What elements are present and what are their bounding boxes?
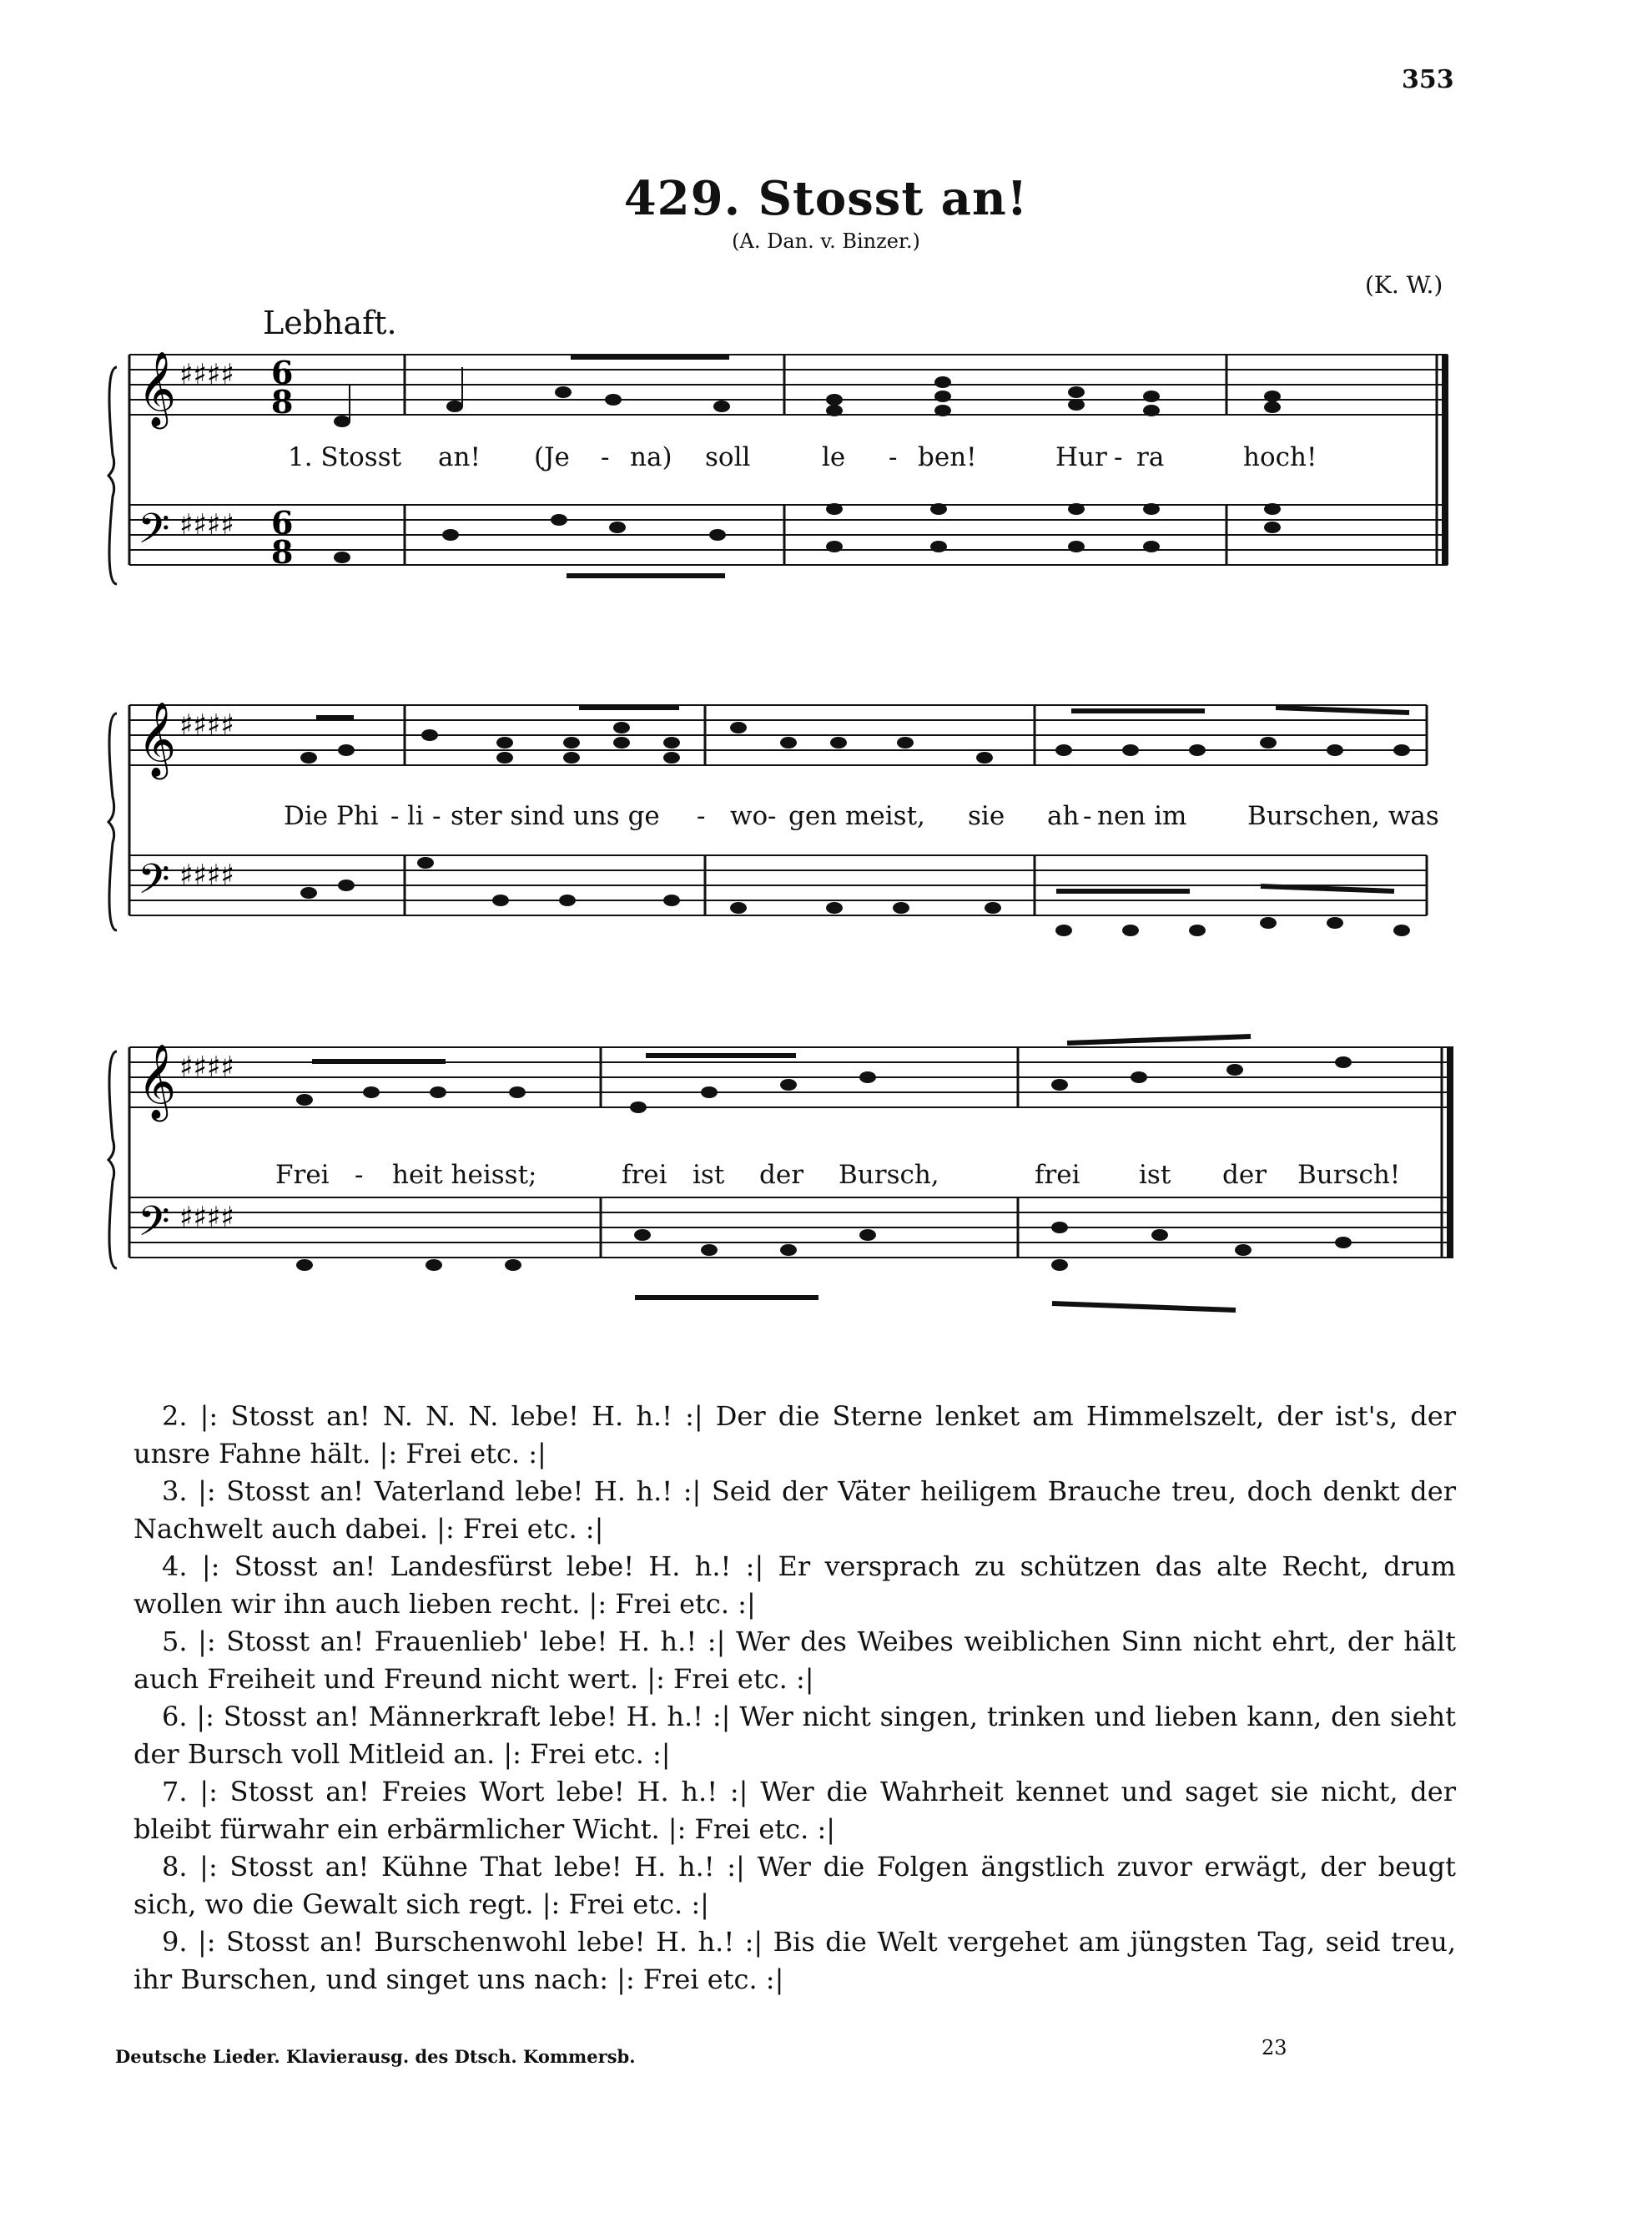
note — [563, 737, 580, 749]
note — [446, 401, 463, 412]
note — [421, 729, 438, 741]
note — [663, 895, 680, 906]
time-signature-bottom: 8 — [271, 533, 294, 571]
note — [826, 503, 843, 515]
note — [1122, 925, 1139, 936]
note — [1335, 1056, 1352, 1068]
note — [1055, 744, 1072, 756]
note — [338, 744, 355, 756]
note — [509, 1086, 526, 1098]
key-signature-sharps-icon: ♯♯♯♯ — [179, 358, 234, 391]
note — [1068, 399, 1085, 411]
note — [1264, 401, 1281, 413]
note — [426, 1259, 442, 1271]
note — [859, 1071, 876, 1083]
key-signature-sharps-icon: ♯♯♯♯ — [179, 1051, 234, 1084]
lyric-syllable: - — [889, 442, 898, 472]
lyric-syllable: Die Phi — [284, 801, 379, 831]
note — [1051, 1079, 1068, 1091]
note — [1143, 405, 1160, 416]
key-signature-sharps-icon: ♯♯♯♯ — [179, 708, 234, 742]
lyric-syllable: le — [822, 442, 846, 472]
note — [976, 752, 993, 764]
note — [1143, 503, 1160, 515]
lyric-syllable: wo — [730, 801, 768, 831]
note — [334, 552, 350, 563]
note — [300, 752, 317, 764]
lyric-syllable: - — [1114, 442, 1123, 472]
note — [492, 895, 509, 906]
note — [1131, 1071, 1147, 1083]
note — [730, 902, 747, 914]
note — [934, 405, 951, 416]
note — [551, 514, 567, 526]
note — [780, 1079, 797, 1091]
note — [985, 902, 1001, 914]
note — [701, 1086, 718, 1098]
note — [634, 1229, 651, 1241]
lyric-syllable: - — [601, 442, 610, 472]
note — [1235, 1244, 1252, 1256]
note — [780, 1244, 797, 1256]
lyric-syllable: Burschen, was — [1247, 801, 1439, 831]
lyric-syllable: der — [1222, 1160, 1267, 1190]
lyric-syllable: Hur — [1055, 442, 1107, 472]
grand-staff-brace — [108, 713, 117, 930]
note — [417, 857, 434, 869]
lyric-syllable: der — [759, 1160, 804, 1190]
bass-clef-icon: 𝄢 — [138, 505, 170, 563]
note — [296, 1094, 313, 1106]
lyric-syllable: ben! — [918, 442, 977, 472]
note — [630, 1101, 647, 1113]
note — [1143, 541, 1160, 552]
note — [897, 737, 914, 749]
lyric-syllable: - — [768, 801, 777, 831]
note — [300, 887, 317, 899]
lyric-syllable: sie — [968, 801, 1005, 831]
note — [826, 405, 843, 416]
lyric-syllable: (Je — [534, 442, 570, 472]
note — [296, 1259, 313, 1271]
note — [338, 880, 355, 891]
note — [363, 1086, 380, 1098]
lyric-syllable: ah — [1047, 801, 1080, 831]
note — [930, 541, 947, 552]
note — [1068, 541, 1085, 552]
verse-5: 5. |: Stosst an! Frauenlieb' lebe! H. h.! :| Wer des Weibes weiblichen Sinn nicht ehrt, der hält auch Freiheit und Freund nicht wert. |: Frei etc. :| — [133, 1626, 1456, 1695]
note — [701, 1244, 718, 1256]
note — [859, 1229, 876, 1241]
lyric-syllable: - — [432, 801, 441, 831]
note — [934, 376, 951, 388]
note — [713, 401, 730, 412]
lyric-syllable: soll — [705, 442, 751, 472]
beam — [1276, 708, 1409, 713]
treble-staff — [129, 355, 1448, 415]
lyric-syllable: na) — [630, 442, 672, 472]
note — [613, 737, 630, 749]
note — [826, 394, 843, 406]
note — [663, 752, 680, 764]
lyric-syllable: Bursch, — [839, 1160, 939, 1190]
key-signature-sharps-icon: ♯♯♯♯ — [179, 1201, 234, 1234]
note — [1260, 917, 1277, 929]
note — [893, 902, 909, 914]
grand-staff-brace — [108, 1051, 117, 1268]
lyric-syllable: gen meist, — [788, 801, 925, 831]
note — [1055, 925, 1072, 936]
lyric-syllable: ist — [693, 1160, 725, 1190]
bass-staff — [129, 505, 1448, 565]
note — [1335, 1237, 1352, 1248]
verse-9: 9. |: Stosst an! Burschenwohl lebe! H. h.! :| Bis die Welt vergehet am jüngsten Tag, seid treu, ihr Burschen, und singet uns nach: |: Frei etc. :| — [133, 1926, 1456, 1995]
note — [1143, 391, 1160, 402]
note — [1051, 1259, 1068, 1271]
note — [496, 737, 513, 749]
beam — [1052, 1303, 1236, 1310]
verse-7: 7. |: Stosst an! Freies Wort lebe! H. h.! :| Wer die Wahrheit kennet und saget sie nicht, der bleibt fürwahr ein erbärmlicher Wicht. |: Frei etc. :| — [133, 1776, 1456, 1845]
verse-3: 3. |: Stosst an! Vaterland lebe! H. h.! :| Seid der Väter heiligem Brauche treu, doch denkt der Nachwelt auch dabei. |: Frei etc. :| — [133, 1475, 1456, 1545]
verse-8: 8. |: Stosst an! Kühne That lebe! H. h.! :| Wer die Folgen ängstlich zuvor erwägt, der beugt sich, wo die Gewalt sich regt. |: Frei etc. :| — [133, 1851, 1456, 1920]
note — [613, 722, 630, 733]
note — [1189, 744, 1206, 756]
note — [934, 391, 951, 402]
lyric-syllable: frei — [622, 1160, 667, 1190]
verse-6: 6. |: Stosst an! Männerkraft lebe! H. h.! :| Wer nicht singen, trinken und lieben kann, den sieht der Bursch voll Mitleid an. |: Frei etc. :| — [133, 1701, 1456, 1770]
note — [1068, 503, 1085, 515]
lyric-syllable: li — [407, 801, 424, 831]
note — [1189, 925, 1206, 936]
note — [1151, 1229, 1168, 1241]
verses-block — [133, 1398, 1456, 1999]
note — [1051, 1222, 1068, 1233]
lyric-syllable: Frei — [275, 1160, 330, 1190]
note — [1226, 1064, 1243, 1076]
note — [1327, 744, 1343, 756]
note — [559, 895, 576, 906]
lyric-syllable: ist — [1139, 1160, 1171, 1190]
lyric-syllable: ster sind uns ge — [451, 801, 660, 831]
time-signature-top: 6 — [271, 504, 294, 542]
lyricist-credit: (A. Dan. v. Binzer.) — [732, 229, 920, 253]
note — [334, 416, 350, 427]
note — [730, 722, 747, 733]
time-signature-bottom: 8 — [271, 383, 294, 421]
lyric-syllable: 1. Stosst — [288, 442, 402, 472]
grand-staff-brace — [108, 367, 117, 584]
key-signature-sharps-icon: ♯♯♯♯ — [179, 508, 234, 542]
note — [1260, 737, 1277, 749]
lyric-syllable: - — [697, 801, 706, 831]
note — [826, 902, 843, 914]
lyric-syllable: - — [355, 1160, 364, 1190]
lyric-syllable: frei — [1035, 1160, 1080, 1190]
note — [1068, 386, 1085, 398]
lyric-syllable: - — [1083, 801, 1092, 831]
song-title: 429. Stosst an! — [623, 171, 1029, 226]
note — [609, 522, 626, 533]
lyric-syllable: ra — [1136, 442, 1165, 472]
footer-signature-number: 23 — [1262, 2036, 1287, 2059]
lyric-syllable: nen im — [1097, 801, 1187, 831]
verse-4: 4. |: Stosst an! Landesfürst lebe! H. h.! :| Er versprach zu schützen das alte Recht, drum wollen wir ihn auch lieben recht. |: Frei etc. :| — [133, 1550, 1456, 1620]
note — [930, 503, 947, 515]
treble-clef-icon: 𝄞 — [138, 1044, 177, 1119]
note — [780, 737, 797, 749]
footer-publication: Deutsche Lieder. Klavierausg. des Dtsch. Kommersb. — [115, 2046, 636, 2067]
page-number: 353 — [1402, 65, 1454, 94]
time-signature-top: 6 — [271, 354, 294, 391]
bass-staff — [129, 855, 1427, 915]
note — [555, 386, 572, 398]
note — [430, 1086, 446, 1098]
note — [663, 737, 680, 749]
note — [826, 541, 843, 552]
note — [1393, 744, 1410, 756]
bass-clef-icon: 𝄢 — [138, 1197, 170, 1256]
lyric-syllable: heit heisst; — [392, 1160, 537, 1190]
tempo-marking: Lebhaft. — [263, 305, 397, 341]
treble-staff — [129, 705, 1427, 765]
note — [442, 529, 459, 541]
note — [709, 529, 726, 541]
note — [505, 1259, 521, 1271]
note — [1393, 925, 1410, 936]
note — [1122, 744, 1139, 756]
bass-clef-icon: 𝄢 — [138, 855, 170, 914]
note — [1264, 391, 1281, 402]
note — [1264, 503, 1281, 515]
beam — [1067, 1036, 1251, 1043]
verse-2: 2. |: Stosst an! N. N. N. lebe! H. h.! :| Der die Sterne lenket am Himmelszelt, der ist's, der unsre Fahne hält. |: Frei etc. :| — [133, 1400, 1456, 1469]
key-signature-sharps-icon: ♯♯♯♯ — [179, 859, 234, 892]
note — [1264, 522, 1281, 533]
lyric-syllable: hoch! — [1243, 442, 1317, 472]
lyric-syllable: an! — [438, 442, 481, 472]
arranger-credit: (K. W.) — [1365, 271, 1443, 299]
treble-clef-icon: 𝄞 — [138, 702, 177, 777]
note — [563, 752, 580, 764]
note — [1327, 917, 1343, 929]
treble-clef-icon: 𝄞 — [138, 351, 177, 426]
note — [830, 737, 847, 749]
beam — [1261, 886, 1394, 891]
note — [496, 752, 513, 764]
lyric-syllable: - — [390, 801, 400, 831]
lyric-syllable: Bursch! — [1297, 1160, 1401, 1190]
note — [605, 394, 622, 406]
